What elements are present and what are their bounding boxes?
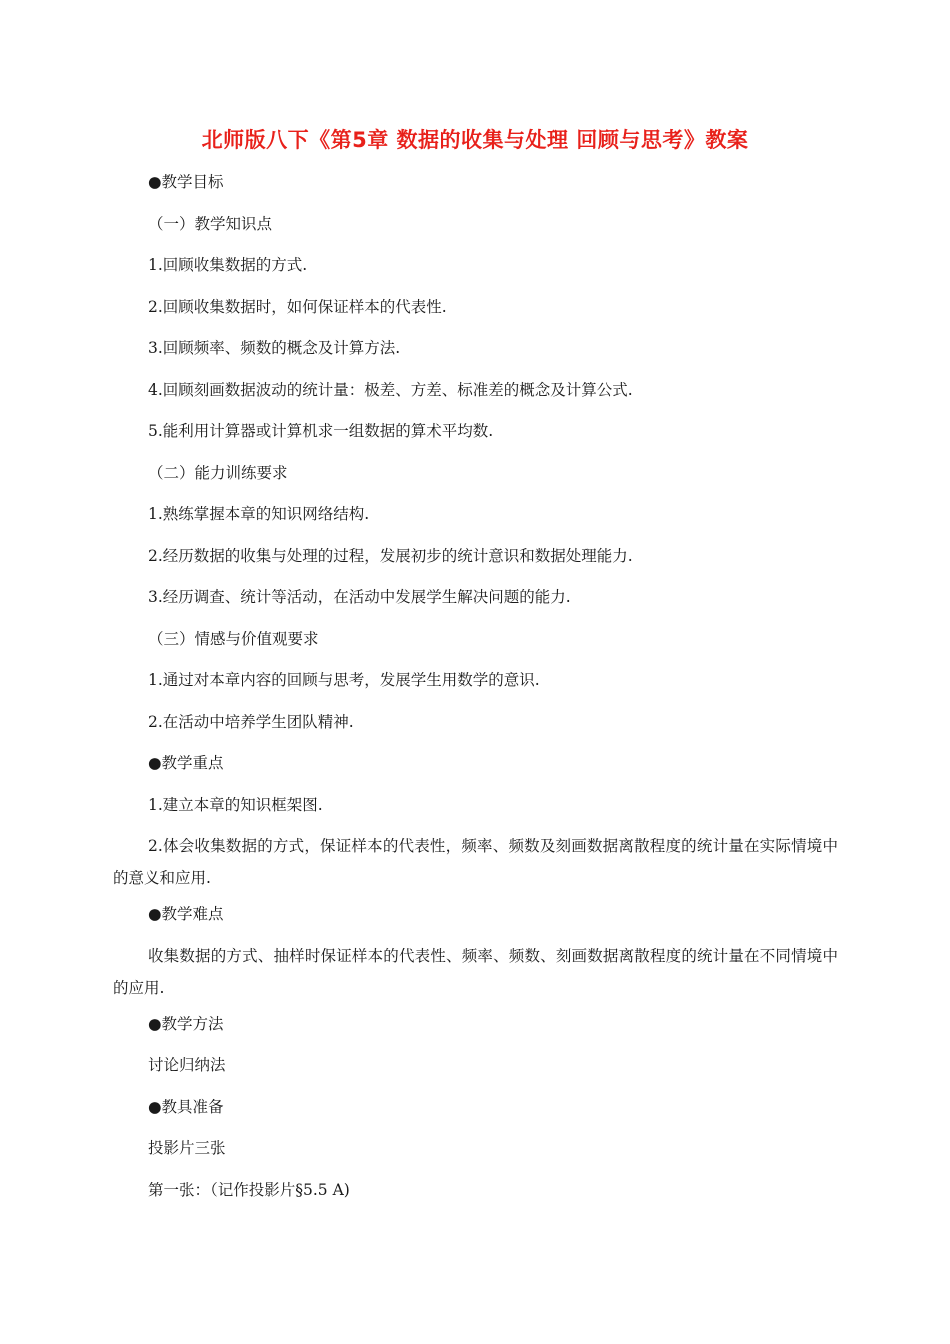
subsection-heading-values: （三）情感与价值观要求 — [148, 629, 319, 648]
list-item: 2.回顾收集数据时，如何保证样本的代表性. — [148, 297, 447, 316]
subsection-heading-ability: （二）能力训练要求 — [148, 463, 288, 482]
list-item: 2.在活动中培养学生团队精神. — [148, 712, 354, 731]
list-item: 2.经历数据的收集与处理的过程，发展初步的统计意识和数据处理能力. — [148, 546, 633, 565]
list-item: 1.建立本章的知识框架图. — [148, 795, 323, 814]
section-heading-key-points: ●教学重点 — [148, 754, 224, 772]
section-heading-difficulties: ●教学难点 — [148, 905, 224, 923]
list-item: 3.经历调查、统计等活动，在活动中发展学生解决问题的能力. — [148, 588, 571, 606]
list-item: 2.体会收集数据的方式，保证样本的代表性，频率、频数及刻画数据离散程度的统计量在实际情境中的意义和应用. — [113, 837, 838, 887]
list-item: 3.回顾频率、频数的概念及计算方法. — [148, 339, 401, 357]
paragraph-slide-one: 第一张：（记作投影片§5.5 A) — [148, 1180, 350, 1199]
list-item: 4.回顾刻画数据波动的统计量：极差、方差、标准差的概念及计算公式. — [148, 380, 633, 399]
section-heading-materials: ●教具准备 — [148, 1097, 224, 1116]
document-body — [113, 172, 838, 1221]
list-item: 1.熟练掌握本章的知识网络结构. — [148, 505, 370, 523]
list-item: 5.能利用计算器或计算机求一组数据的算术平均数. — [148, 422, 494, 440]
document-title: 北师版八下《第5章 数据的收集与处理 回顾与思考》教案 — [201, 128, 749, 152]
section-heading-methods: ●教学方法 — [148, 1014, 224, 1033]
section-heading-objectives: ●教学目标 — [148, 173, 224, 191]
list-item: 1.回顾收集数据的方式. — [148, 256, 308, 274]
paragraph-methods: 讨论归纳法 — [148, 1056, 226, 1074]
list-item: 1.通过对本章内容的回顾与思考，发展学生用数学的意识. — [148, 671, 540, 689]
paragraph-materials: 投影片三张 — [148, 1139, 226, 1157]
subsection-heading-knowledge: （一）教学知识点 — [148, 214, 273, 233]
paragraph-difficulties: 收集数据的方式、抽样时保证样本的代表性、频率、频数、刻画数据离散程度的统计量在不同情境中的应用. — [113, 946, 838, 997]
